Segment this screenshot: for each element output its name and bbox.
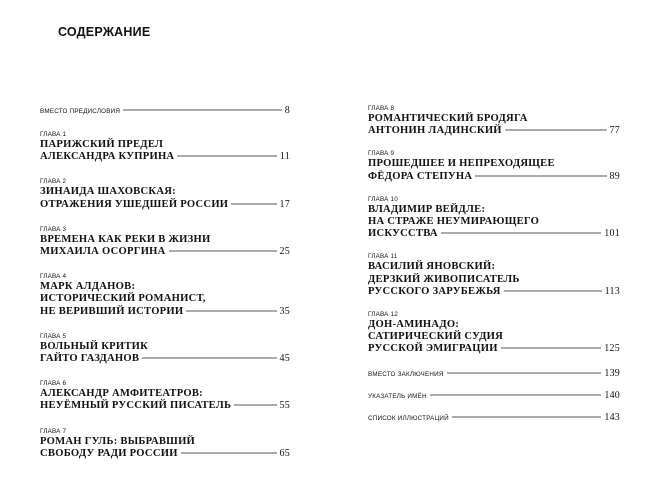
dot-leader: [234, 405, 276, 406]
toc-entry-chapter-2: [40, 177, 290, 210]
toc-page-number: 11: [279, 151, 290, 163]
chapter-title-line: ПАРИЖСКИЙ ПРЕДЕЛ: [40, 139, 164, 150]
chapter-number: ГЛАВА 8: [368, 105, 395, 112]
toc-page-number: 35: [279, 305, 290, 317]
dot-leader: [505, 130, 607, 131]
chapter-title-line: ИСКУССТВА: [368, 228, 438, 240]
toc-page-number: 65: [279, 447, 290, 459]
toc-entry-label: ВМЕСТО ЗАКЛЮЧЕНИЯ: [368, 370, 444, 378]
chapter-title-line: МАРК АЛДАНОВ:: [40, 281, 136, 293]
chapter-title-line: ДОН-АМИНАДО:: [368, 319, 460, 331]
dot-leader: [186, 310, 276, 311]
chapter-number: ГЛАВА 1: [40, 131, 67, 138]
chapter-title-last-row: [368, 228, 620, 240]
toc-entry-label: СПИСОК ИЛЛЮСТРАЦИЙ: [368, 414, 449, 422]
toc-entry-label: ВМЕСТО ПРЕДИСЛОВИЯ: [40, 108, 121, 115]
chapter-title-line: РУССКОЙ ЭМИГРАЦИИ: [368, 343, 498, 355]
chapter-number: ГЛАВА 2: [40, 178, 67, 186]
chapter-title-last-row: [40, 353, 290, 365]
toc-page-number: 139: [604, 367, 620, 379]
chapter-title-line: РОМАН ГУЛЬ: ВЫБРАВШИЙ: [40, 435, 196, 447]
toc-entry-label: УКАЗАТЕЛЬ ИМЁН: [368, 392, 427, 400]
dot-leader: [231, 203, 276, 204]
chapter-title-last-row: [40, 199, 290, 211]
chapter-title-line: ДЕРЗКИЙ ЖИВОПИСАТЕЛЬ: [368, 273, 520, 285]
chapter-title-line: РОМАНТИЧЕСКИЙ БРОДЯГА: [368, 113, 528, 124]
toc-entry-chapter-1: [40, 130, 290, 163]
toc-entry-chapter-6: [40, 379, 290, 412]
page-title: СОДЕРЖАНИЕ: [58, 25, 151, 39]
chapter-title-last-row: [368, 343, 620, 355]
chapter-title-line: ЗИНАИДА ШАХОВСКАЯ:: [40, 186, 176, 198]
toc-entry-intro: [40, 105, 290, 116]
toc-page-number: 8: [284, 105, 290, 116]
chapter-title-line: ВРЕМЕНА КАК РЕКИ В ЖИЗНИ: [40, 233, 211, 245]
dot-leader: [452, 416, 602, 417]
dot-leader: [504, 290, 602, 291]
dot-leader: [123, 110, 282, 111]
toc-entry-chapter-3: [40, 225, 290, 258]
chapter-title-line: НЕУЁМНЫЙ РУССКИЙ ПИСАТЕЛЬ: [40, 400, 232, 412]
chapter-title-line: АЛЕКСАНДРА КУПРИНА: [40, 151, 175, 163]
chapter-title-last-row: [368, 171, 620, 183]
chapter-title-line: ИСТОРИЧЕСКИЙ РОМАНИСТ,: [40, 293, 206, 305]
toc-page-number: 55: [279, 400, 290, 412]
dot-leader: [142, 358, 276, 359]
chapter-title-line: СВОБОДУ РАДИ РОССИИ: [40, 447, 178, 459]
chapter-number: ГЛАВА 4: [40, 273, 67, 281]
chapter-title-last-row: [368, 286, 620, 298]
dot-leader: [441, 233, 601, 234]
chapter-title-last-row: [40, 306, 290, 318]
dot-leader: [501, 348, 602, 349]
chapter-title-line: ПРОШЕДШЕЕ И НЕПРЕХОДЯЩЕЕ: [368, 158, 555, 170]
chapter-number: ГЛАВА 6: [40, 380, 67, 388]
chapter-title-line: ВЛАДИМИР ВЕЙДЛЕ:: [368, 203, 486, 215]
toc-entry-chapter-11: [368, 252, 620, 298]
chapter-title-line: ВОЛЬНЫЙ КРИТИК: [40, 340, 149, 352]
toc-entry-chapter-7: [40, 427, 290, 460]
chapter-title-last-row: [40, 400, 290, 412]
chapter-title-last-row: [368, 125, 620, 137]
toc-entry-conclusion: [368, 368, 620, 379]
chapter-number: ГЛАВА 10: [368, 195, 398, 203]
chapter-title-line: РУССКОГО ЗАРУБЕЖЬЯ: [368, 285, 501, 297]
toc-right-column: [368, 104, 620, 423]
toc-entry-chapter-12: [368, 310, 620, 356]
chapter-number: ГЛАВА 11: [368, 253, 398, 261]
dot-leader: [430, 394, 602, 395]
chapter-number: ГЛАВА 5: [40, 332, 67, 340]
chapter-number: ГЛАВА 3: [40, 225, 67, 233]
toc-entry-chapter-10: [368, 195, 620, 241]
toc-entry-illustrations: [368, 412, 620, 423]
toc-left-column: [40, 105, 290, 460]
toc-page-number: 113: [604, 285, 620, 297]
toc-page-number: 101: [604, 228, 620, 240]
dot-leader: [177, 156, 277, 157]
dot-leader: [447, 372, 602, 373]
toc-page-number: 45: [279, 353, 290, 365]
toc-entry-chapter-8: [368, 104, 620, 137]
chapter-title-line: МИХАИЛА ОСОРГИНА: [40, 246, 166, 258]
toc-entry-chapter-9: [368, 149, 620, 182]
chapter-title-line: ГАЙТО ГАЗДАНОВ: [40, 353, 140, 365]
toc-page-number: 77: [609, 125, 620, 137]
toc-page-number: 143: [604, 411, 620, 423]
chapter-title-last-row: [40, 151, 290, 163]
chapter-title-line: АЛЕКСАНДР АМФИТЕАТРОВ:: [40, 388, 203, 400]
toc-page-number: 25: [279, 246, 290, 258]
chapter-title-line: ВАСИЛИЙ ЯНОВСКИЙ:: [368, 261, 496, 273]
chapter-title-last-row: [40, 448, 290, 460]
chapter-title-line: САТИРИЧЕСКИЙ СУДИЯ: [368, 331, 504, 343]
chapter-number: ГЛАВА 9: [368, 150, 395, 158]
chapter-title-line: НЕ ВЕРИВШИЙ ИСТОРИИ: [40, 305, 184, 317]
chapter-number: ГЛАВА 7: [40, 427, 67, 435]
toc-entry-name-index: [368, 390, 620, 401]
toc-page-number: 125: [604, 343, 620, 355]
toc-page-number: 17: [279, 198, 290, 210]
dot-leader: [475, 175, 606, 176]
dot-leader: [169, 251, 277, 252]
toc-entry-chapter-4: [40, 272, 290, 318]
toc-entry-chapter-5: [40, 332, 290, 365]
chapter-title-line: НА СТРАЖЕ НЕУМИРАЮЩЕГО: [368, 216, 540, 228]
chapter-title-line: ОТРАЖЕНИЯ УШЕДШЕЙ РОССИИ: [40, 198, 229, 210]
chapter-title-last-row: [40, 246, 290, 258]
chapter-title-line: АНТОНИН ЛАДИНСКИЙ: [368, 125, 502, 137]
toc-page-number: 89: [609, 170, 620, 182]
chapter-number: ГЛАВА 12: [368, 311, 398, 319]
toc-page-number: 140: [604, 389, 620, 401]
chapter-title-line: ФЁДОРА СТЕПУНА: [368, 170, 473, 182]
dot-leader: [181, 452, 277, 453]
